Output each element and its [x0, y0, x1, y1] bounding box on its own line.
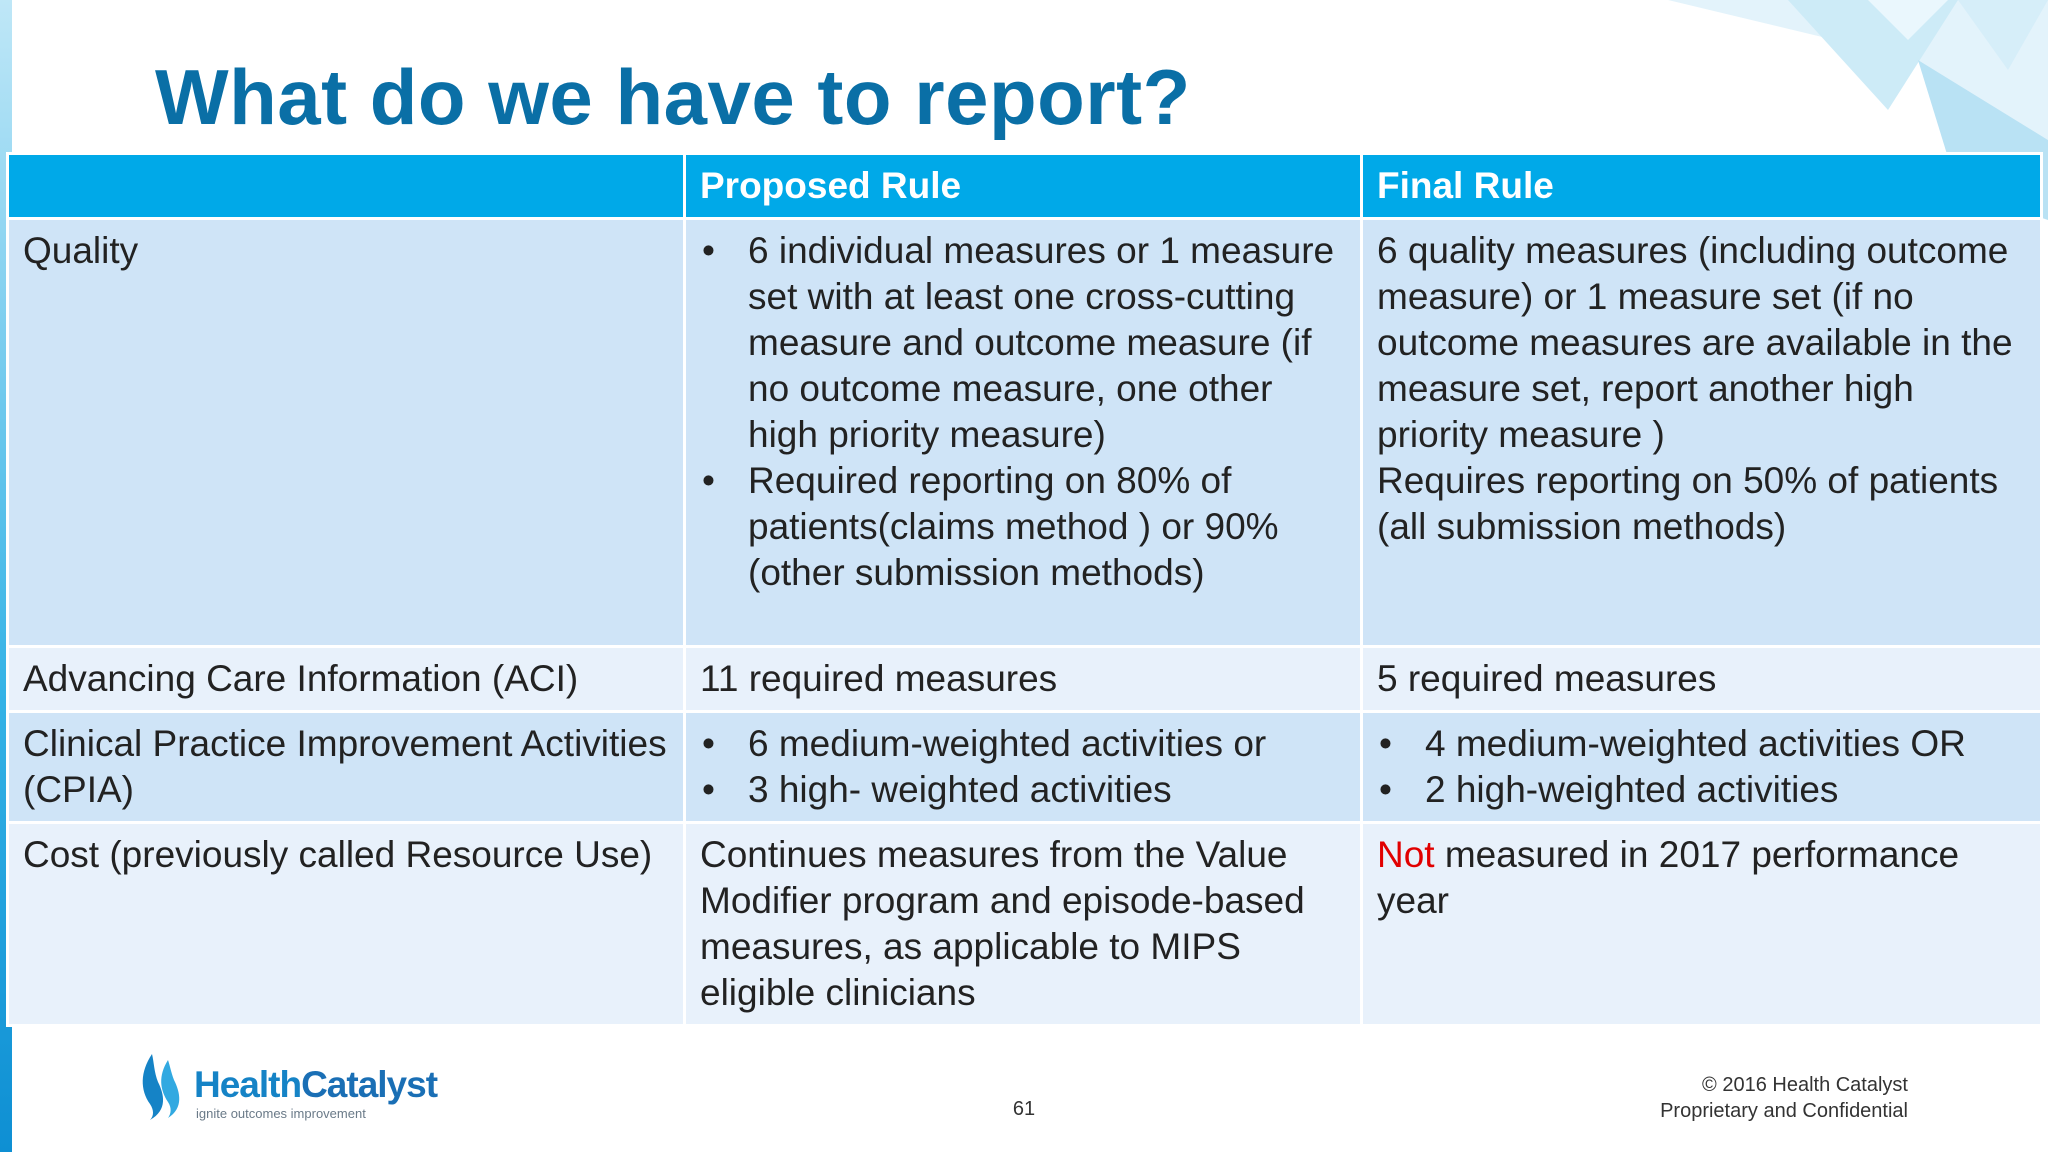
table-row-cpia	[8, 712, 2042, 823]
quality-final-text-1: 6 quality measures (including outcome measure) or 1 measure set (if no outcome measures are available in the measure set, report another high priority measure )	[1377, 230, 2013, 455]
header-proposed-rule: Proposed Rule	[685, 154, 1362, 219]
comparison-table	[6, 152, 2043, 1027]
cpia-proposed-list	[700, 721, 1346, 813]
list-item: • 6 individual measures or 1 measure set with at least one cross-cutting measure and outcome measure (if no outcome measure, one other high priority measure)	[700, 228, 1346, 458]
quality-proposed-cell	[685, 219, 1362, 647]
logo-word-health: Health	[194, 1064, 302, 1105]
header-empty	[8, 154, 685, 219]
page-number: 61	[1012, 1098, 1036, 1120]
copyright-text: © 2016 Health Catalyst	[1702, 1074, 1908, 1096]
cost-final-cell	[1362, 823, 2042, 1026]
comparison-table-wrapper	[6, 152, 2040, 1027]
confidential-text: Proprietary and Confidential	[1660, 1100, 1908, 1122]
table-row-aci	[8, 647, 2042, 712]
logo-word-catalyst: Catalyst	[301, 1064, 438, 1105]
quality-final-text-2: Requires reporting on 50% of patients (all submission methods)	[1377, 460, 1999, 547]
not-highlight: Not	[1377, 834, 1435, 875]
aci-final-cell: 5 required measures	[1362, 647, 2042, 712]
row-label-cost: Cost (previously called Resource Use)	[8, 823, 685, 1026]
logo-wordmark	[194, 1064, 437, 1106]
flame-icon	[138, 1050, 190, 1120]
footer-legal	[1660, 1072, 1908, 1124]
row-label-cpia: Clinical Practice Improvement Activities (CPIA)	[8, 712, 685, 823]
list-item: • 2 high-weighted activities	[1377, 767, 2026, 813]
slide-title: What do we have to report?	[155, 53, 1191, 141]
row-label-aci: Advancing Care Information (ACI)	[8, 647, 685, 712]
cpia-proposed-cell	[685, 712, 1362, 823]
aci-proposed-cell: 11 required measures	[685, 647, 1362, 712]
cost-final-text: measured in 2017 performance year	[1377, 834, 1960, 921]
row-label-quality: Quality	[8, 219, 685, 647]
quality-final-cell	[1362, 219, 2042, 647]
cpia-final-cell	[1362, 712, 2042, 823]
list-item: • 6 medium-weighted activities or	[700, 721, 1346, 767]
logo-tagline: ignite outcomes improvement	[196, 1106, 366, 1121]
cost-proposed-cell: Continues measures from the Value Modifier program and episode-based measures, as applicable to MIPS eligible clinicians	[685, 823, 1362, 1026]
quality-proposed-list	[700, 228, 1346, 596]
list-item: • Required reporting on 80% of patients(claims method ) or 90% (other submission methods)	[700, 458, 1346, 596]
health-catalyst-logo	[138, 1050, 458, 1120]
header-final-rule: Final Rule	[1362, 154, 2042, 219]
table-header-row	[8, 154, 2042, 219]
cpia-final-list	[1377, 721, 2026, 813]
table-row-cost	[8, 823, 2042, 1026]
list-item: • 4 medium-weighted activities OR	[1377, 721, 2026, 767]
table-row-quality	[8, 219, 2042, 647]
list-item: • 3 high- weighted activities	[700, 767, 1346, 813]
